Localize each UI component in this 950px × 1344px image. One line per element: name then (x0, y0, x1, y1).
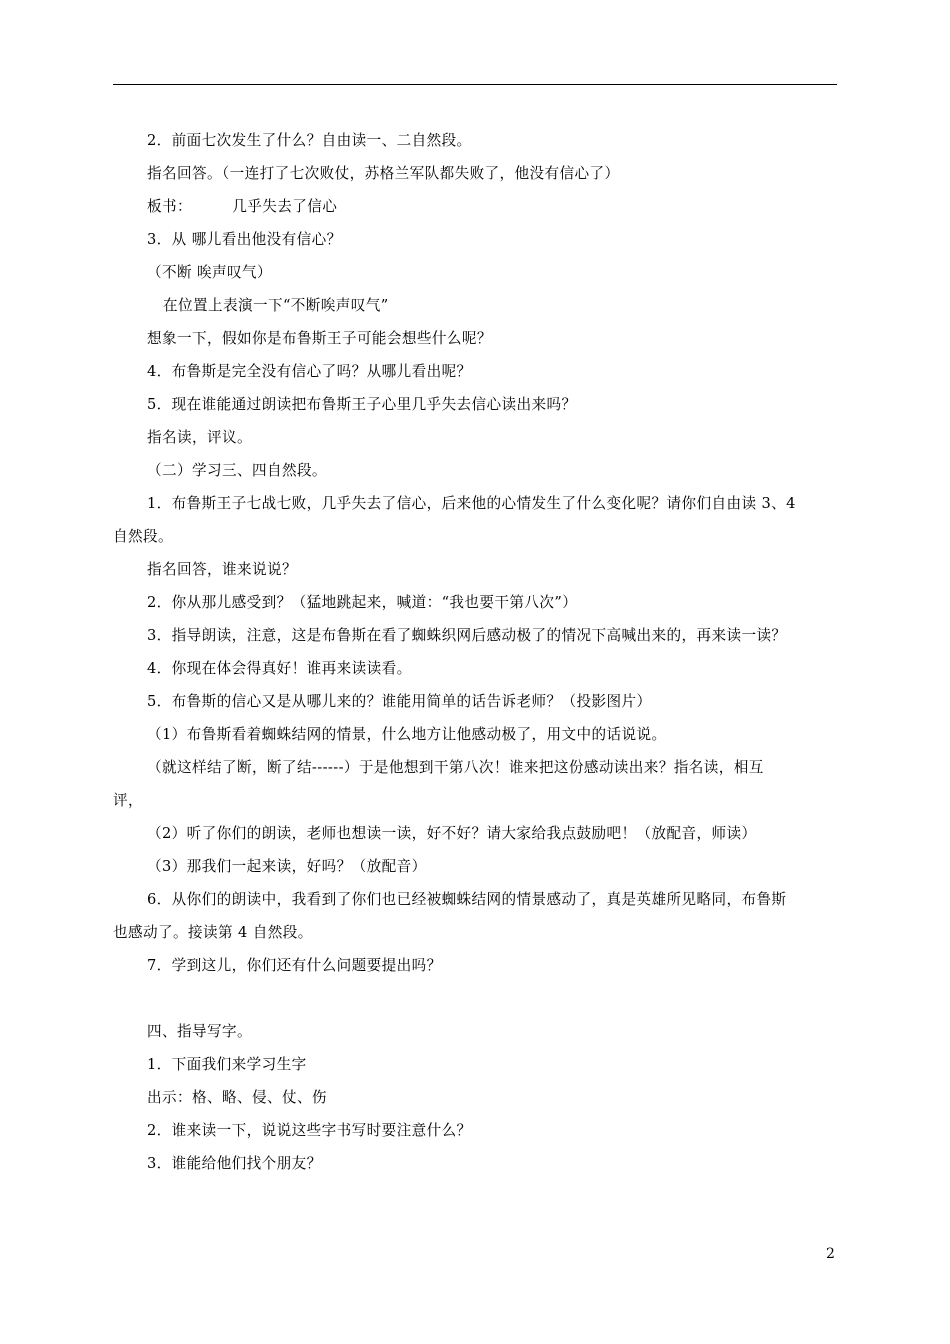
text-line: 1．布鲁斯王子七战七败，几乎失去了信心，后来他的心情发生了什么变化呢？请你们自由读 3、4 (147, 495, 796, 512)
text-line: 2．谁来读一下，说说这些字书写时要注意什么？ (147, 1122, 472, 1139)
text-line: 指名回答。（一连打了七次败仗，苏格兰军队都失败了，他没有信心了） (147, 165, 620, 182)
text-line: 1．下面我们来学习生字 (147, 1056, 307, 1073)
text-line: 想象一下，假如你是布鲁斯王子可能会想些什么呢？ (147, 330, 492, 347)
text-line: 2．你从那儿感受到？（猛地跳起来，喊道：“我也要干第八次”） (147, 594, 578, 611)
text-line: 也感动了。接读第 4 自然段。 (113, 924, 313, 941)
text-line: 在位置上表演一下“不断唉声叹气” (163, 297, 389, 314)
page-number: 2 (826, 1246, 835, 1262)
header-rule (113, 84, 837, 85)
text-line: （2）听了你们的朗读，老师也想读一读，好不好？请大家给我点鼓励吧！（放配音，师读） (147, 825, 757, 842)
text-line: 3．谁能给他们找个朋友？ (147, 1155, 322, 1172)
text-line: 5．现在谁能通过朗读把布鲁斯王子心里几乎失去信心读出来吗？ (147, 396, 577, 413)
text-line: 6．从你们的朗读中，我看到了你们也已经被蜘蛛结网的情景感动了，真是英雄所见略同，布鲁斯 (147, 891, 787, 908)
text-line: 4．你现在体会得真好！谁再来读读看。 (147, 660, 412, 677)
document-body (113, 124, 840, 1180)
text-line: 自然段。 (113, 528, 173, 545)
text-line: 评， (113, 792, 143, 809)
text-line: （1）布鲁斯看着蜘蛛结网的情景，什么地方让他感动极了，用文中的话说说。 (147, 726, 667, 743)
text-line: 指名读，评议。 (147, 429, 252, 446)
text-line: 3．指导朗读，注意，这是布鲁斯在看了蜘蛛织网后感动极了的情况下高喊出来的，再来读一读？ (147, 627, 787, 644)
blank-line (113, 982, 840, 1015)
text-line: （3）那我们一起来读，好吗？（放配音） (147, 858, 427, 875)
text-line: 出示：格、略、侵、仗、伤 (147, 1089, 327, 1106)
section-heading: 四、指导写字。 (147, 1023, 252, 1040)
text-line: 7．学到这儿，你们还有什么问题要提出吗？ (147, 957, 442, 974)
text-line: （二）学习三、四自然段。 (147, 462, 327, 479)
text-line: （就这样结了断，断了结------）于是他想到干第八次！谁来把这份感动读出来？指名读，相互 (147, 759, 764, 776)
text-line: 4．布鲁斯是完全没有信心了吗？从哪儿看出呢？ (147, 363, 472, 380)
text-line: 5．布鲁斯的信心又是从哪儿来的？谁能用简单的话告诉老师？（投影图片） (147, 693, 652, 710)
text-line: 3．从 哪儿看出他没有信心？ (147, 231, 342, 248)
text-line: 2．前面七次发生了什么？自由读一、二自然段。 (147, 132, 472, 149)
text-line: （不断 唉声叹气） (147, 264, 272, 281)
text-line: 指名回答，谁来说说？ (147, 561, 297, 578)
text-line: 板书： 几乎失去了信心 (147, 198, 338, 215)
